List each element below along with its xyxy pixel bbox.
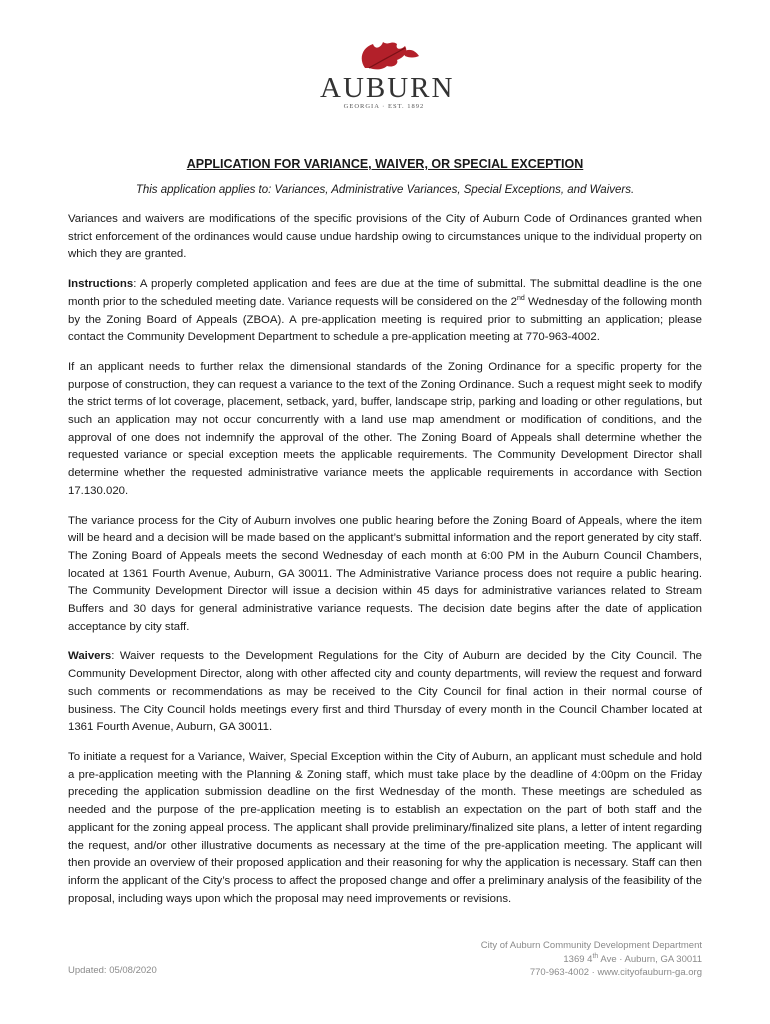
footer-address-number: 1369 4 <box>563 953 593 965</box>
footer-phone-website: 770-963-4002 · www.cityofauburn-ga.org <box>529 967 702 978</box>
logo-tagline: GEORGIA · EST. 1892 <box>343 103 425 110</box>
instructions-text-a: : A properly completed application and fees are due at the time of submittal. The submittal deadline is the one month prior to the scheduled meeting date. Variance requests will be considered on the 2 <box>68 278 702 308</box>
footer-address-ordinal: th <box>592 952 599 960</box>
waivers-text: : Waiver requests to the Development Regulations for the City of Auburn are decided by the City Council. The Community Development Director, along with other affected city and county departments, will review the request and forward such comments or recommendations as may be received to the City Council for final action in their normal course of business. The City Council holds meetings every first and third Thursday of every month in the Council Chamber located at 1361 Fourth Avenue, Auburn, GA 30011. <box>68 650 702 734</box>
leaf-icon <box>339 38 429 74</box>
instructions-label: Instructions <box>68 278 134 291</box>
variance-process-paragraph: The variance process for the City of Auburn involves one public hearing before the Zoning Board of Appeals, where the item will be heard and a decision will be made based on the applicant’s submittal information and the report generated by city staff. The Zoning Board of Appeals meets the second Wednesday of each month at 6:00 PM in the Auburn Council Chambers, located at 1361 Fourth Avenue, Auburn, GA 30011. The Administrative Variance process does not require a public hearing. The Community Development Director will issue a decision within 45 days for administrative variances related to Stream Buffers and 30 days for general administrative variance requests. The decision date begins after the date of application acceptance by city staff. <box>68 514 702 633</box>
updated-date: Updated: 05/08/2020 <box>68 965 157 976</box>
document-body <box>68 211 702 920</box>
page-title: APPLICATION FOR VARIANCE, WAIVER, OR SPECIAL EXCEPTION <box>186 157 584 171</box>
instructions-ordinal: nd <box>517 295 525 303</box>
intro-paragraph: Variances and waivers are modifications of the specific provisions of the City of Auburn Code of Ordinances granted when strict enforcement of the ordinances would cause undue hardship owing to circumstances unique to the individual property on which they are granted. <box>68 213 702 261</box>
instructions-text-b: Wednesday of the following month by the Zoning Board of Appeals (ZBOA). A pre-application meeting is required prior to submitting an application; please contact the Community Development Department to schedule a pre-application meeting at 770-963-4002. <box>68 295 702 344</box>
footer-contact <box>481 939 702 980</box>
city-logo <box>320 38 455 110</box>
relax-standards-paragraph: If an applicant needs to further relax the dimensional standards of the Zoning Ordinance for a specific property for the purpose of construction, they can request a variance to the text of the Zoning Ordinance. Such a request might seek to modify the strict terms of lot coverage, placement, setback, yard, buffer, landscape strip, parking and loading or other regulations, but such an application may not occur concurrently with a land use map amendment or modification of conditions, and the approval of one does not indemnify the approval of the other. The Zoning Board of Appeals shall determine whether the requested variance or special exception meets the applicable requirements. The Community Development Director shall determine whether the requested administrative variance meets the applicable requirements in accordance with Section 17.130.020. <box>68 360 702 497</box>
page-subtitle: This application applies to: Variances, Administrative Variances, Special Exceptions, and Waivers. <box>135 184 635 196</box>
logo-wordmark: AUBURN <box>320 72 455 104</box>
instructions-paragraph <box>68 276 702 347</box>
waivers-paragraph <box>68 648 702 737</box>
initiate-request-paragraph: To initiate a request for a Variance, Waiver, Special Exception within the City of Auburn, an applicant must schedule and hold a pre-application meeting with the Planning & Zoning staff, which must take place by the deadline of 4:00pm on the Friday preceding the application submission deadline on the first Wednesday of the month. These meetings are scheduled as needed and the purpose of the pre-application meeting is to establish an expectation on the part of both staff and the applicant for the zoning appeal process. The applicant shall provide preliminary/finalized site plans, a letter of intent regarding the request, and/or other illustrative documents as necessary at the time of the pre-application meeting. The applicant will then provide an overview of their proposed application and their reasoning for why the application is necessary. Staff can then inform the applicant of the City’s process to affect the proposed change and offer a preliminary analysis of the feasibility of the proposal, including ways upon which the proposal may need improvements or revisions. <box>68 750 702 905</box>
footer-address-street: Ave · Auburn, GA 30011 <box>598 953 702 965</box>
waivers-label: Waivers <box>68 650 112 663</box>
footer-department: City of Auburn Community Development Department <box>480 940 702 951</box>
footer-address <box>481 953 702 967</box>
